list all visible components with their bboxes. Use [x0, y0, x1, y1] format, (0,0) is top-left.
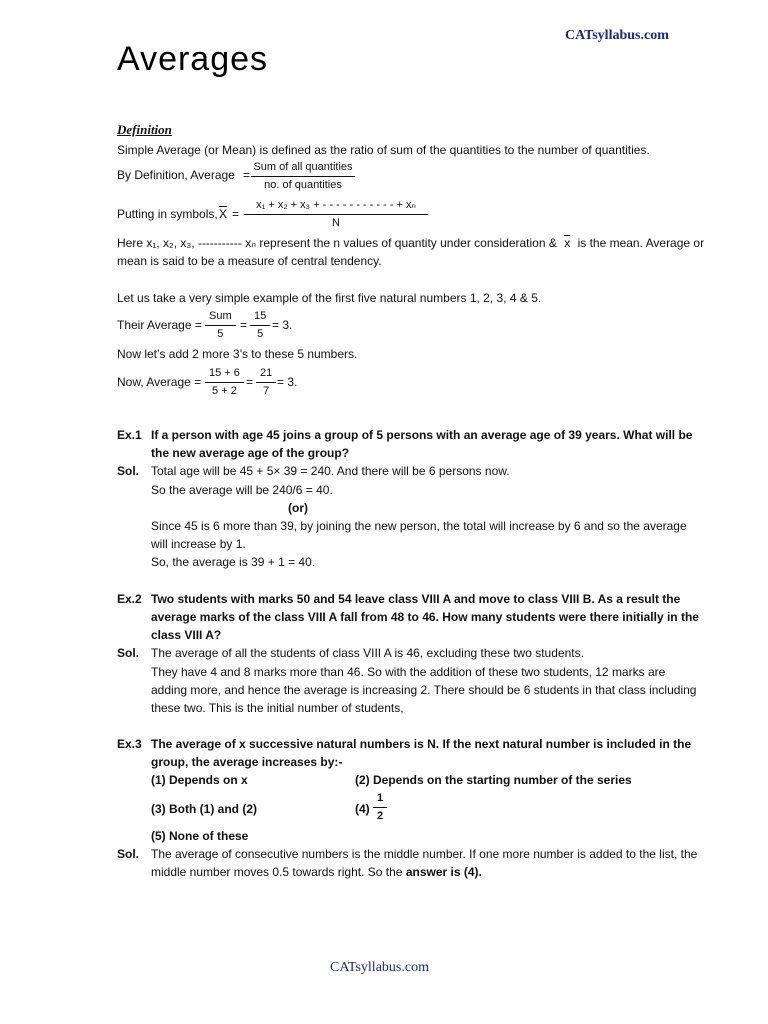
site-header-link[interactable]: CATsyllabus.com: [565, 28, 669, 43]
fraction-numerator: x₁ + x₂ + x₃ + - - - - - - - - - - - + xₙ: [244, 199, 428, 215]
fraction-numerator: 15: [250, 310, 270, 326]
here-line-1: [117, 236, 704, 250]
solution-label: Sol.: [117, 646, 140, 660]
fraction-denominator: 5 + 2: [212, 385, 237, 397]
sum-fraction: [205, 310, 236, 341]
definition-heading: Definition: [117, 122, 172, 137]
option-5: (5) None of these: [151, 829, 249, 843]
equals-sign: =: [240, 318, 248, 332]
symbols-label: Putting in symbols,: [117, 207, 218, 221]
solution-label: Sol.: [117, 847, 140, 861]
fraction-denominator: 5: [217, 328, 224, 340]
solution-line: these two. This is the initial number of students,: [151, 701, 404, 715]
here-text-a: Here x₁, x₂, x₃, ----------- xₙ represent the n values of quantity under consideration &: [117, 236, 557, 250]
solution-text: middle number moves 0.5 towards right. So the: [151, 865, 403, 879]
option-4-label: (4): [355, 802, 370, 816]
fraction-denominator: 2: [377, 810, 384, 822]
option-2: (2) Depends on the starting number of the series: [355, 773, 632, 787]
fraction-denominator: 7: [263, 385, 270, 397]
question-line: the new average age of the group?: [151, 446, 350, 460]
sum-fraction: [205, 367, 244, 398]
example-intro: Let us take a very simple example of the first five natural numbers 1, 2, 3, 4 & 5.: [117, 291, 542, 305]
here-text-b: is the mean. Average or: [577, 236, 705, 250]
fraction-denominator: no. of quantities: [264, 179, 342, 191]
question-line: If a person with age 45 joins a group of 5 persons with an average age of 39 years. What will be: [151, 428, 693, 442]
site-footer-link[interactable]: CATsyllabus.com: [330, 960, 429, 975]
definition-text: Simple Average (or Mean) is defined as the ratio of sum of the quantities to the number of quantities.: [117, 143, 650, 157]
fifteen-fraction: [250, 310, 270, 341]
their-average-label: Their Average =: [117, 318, 202, 332]
by-definition-label: By Definition, Average: [117, 168, 235, 182]
fraction-numerator: 1: [373, 792, 387, 808]
here-line-2: mean is said to be a measure of central tendency.: [117, 254, 382, 268]
result-text: = 3.: [277, 375, 298, 389]
mean-symbol: $\overline{x}$: [564, 236, 571, 250]
solution-line: [151, 865, 482, 879]
question-line: class VIII A?: [151, 628, 222, 642]
fraction-denominator: 5: [257, 328, 264, 340]
fraction-numerator: 21: [256, 367, 276, 383]
fraction-denominator: N: [332, 217, 340, 229]
fraction-numerator: Sum: [205, 310, 236, 326]
solution-line: adding more, and hence the average is increasing 2. There should be 6 students in that class including: [151, 683, 697, 697]
option-1: (1) Depends on x: [151, 773, 248, 787]
mean-symbol: $\overline{X}$: [219, 207, 228, 221]
question-line: The average of x successive natural numbers is N. If the next natural number is included in the: [151, 737, 692, 751]
question-line: average marks of the class VIII A fall from 48 to 46. How many students were there initially in the: [151, 610, 699, 624]
half-fraction: [373, 792, 387, 823]
fraction-numerator: Sum of all quantities: [251, 161, 355, 177]
solution-line: The average of consecutive numbers is the middle number. If one more number is added to the list, the: [151, 847, 698, 861]
add-numbers-line: Now let’s add 2 more 3’s to these 5 numbers.: [117, 347, 358, 361]
solution-label: Sol.: [117, 464, 140, 478]
answer-text: answer is (4).: [405, 865, 482, 879]
now-average-label: Now, Average =: [117, 375, 202, 389]
solution-line: Since 45 is 6 more than 39, by joining the new person, the total will increase by 6 and so the average: [151, 519, 687, 533]
example-label: Ex.1: [117, 428, 142, 442]
solution-line: will increase by 1.: [151, 537, 246, 551]
or-separator: (or): [288, 501, 308, 515]
equals-sign: =: [243, 168, 251, 182]
solution-line: So, the average is 39 + 1 = 40.: [151, 555, 316, 569]
solution-line: They have 4 and 8 marks more than 46. So with the addition of these two students, 12 marks are: [151, 665, 666, 679]
example-label: Ex.3: [117, 737, 142, 751]
equals-sign: =: [232, 207, 240, 221]
equals-sign: =: [246, 375, 254, 389]
twentyone-fraction: [256, 367, 276, 398]
average-fraction: [251, 161, 355, 192]
result-text: = 3.: [272, 318, 293, 332]
solution-line: Total age will be 45 + 5× 39 = 240. And there will be 6 persons now.: [151, 464, 510, 478]
solution-line: The average of all the students of class VIII A is 46, excluding these two students.: [151, 646, 584, 660]
page-title: Averages: [117, 40, 269, 78]
example-label: Ex.2: [117, 592, 142, 606]
symbols-fraction: [244, 199, 428, 230]
fraction-numerator: 15 + 6: [205, 367, 244, 383]
option-3: (3) Both (1) and (2): [151, 802, 257, 816]
solution-line: So the average will be 240/6 = 40.: [151, 483, 333, 497]
question-line: Two students with marks 50 and 54 leave class VIII A and move to class VIII B. As a result the: [151, 592, 681, 606]
question-line: group, the average increases by:-: [151, 755, 343, 769]
